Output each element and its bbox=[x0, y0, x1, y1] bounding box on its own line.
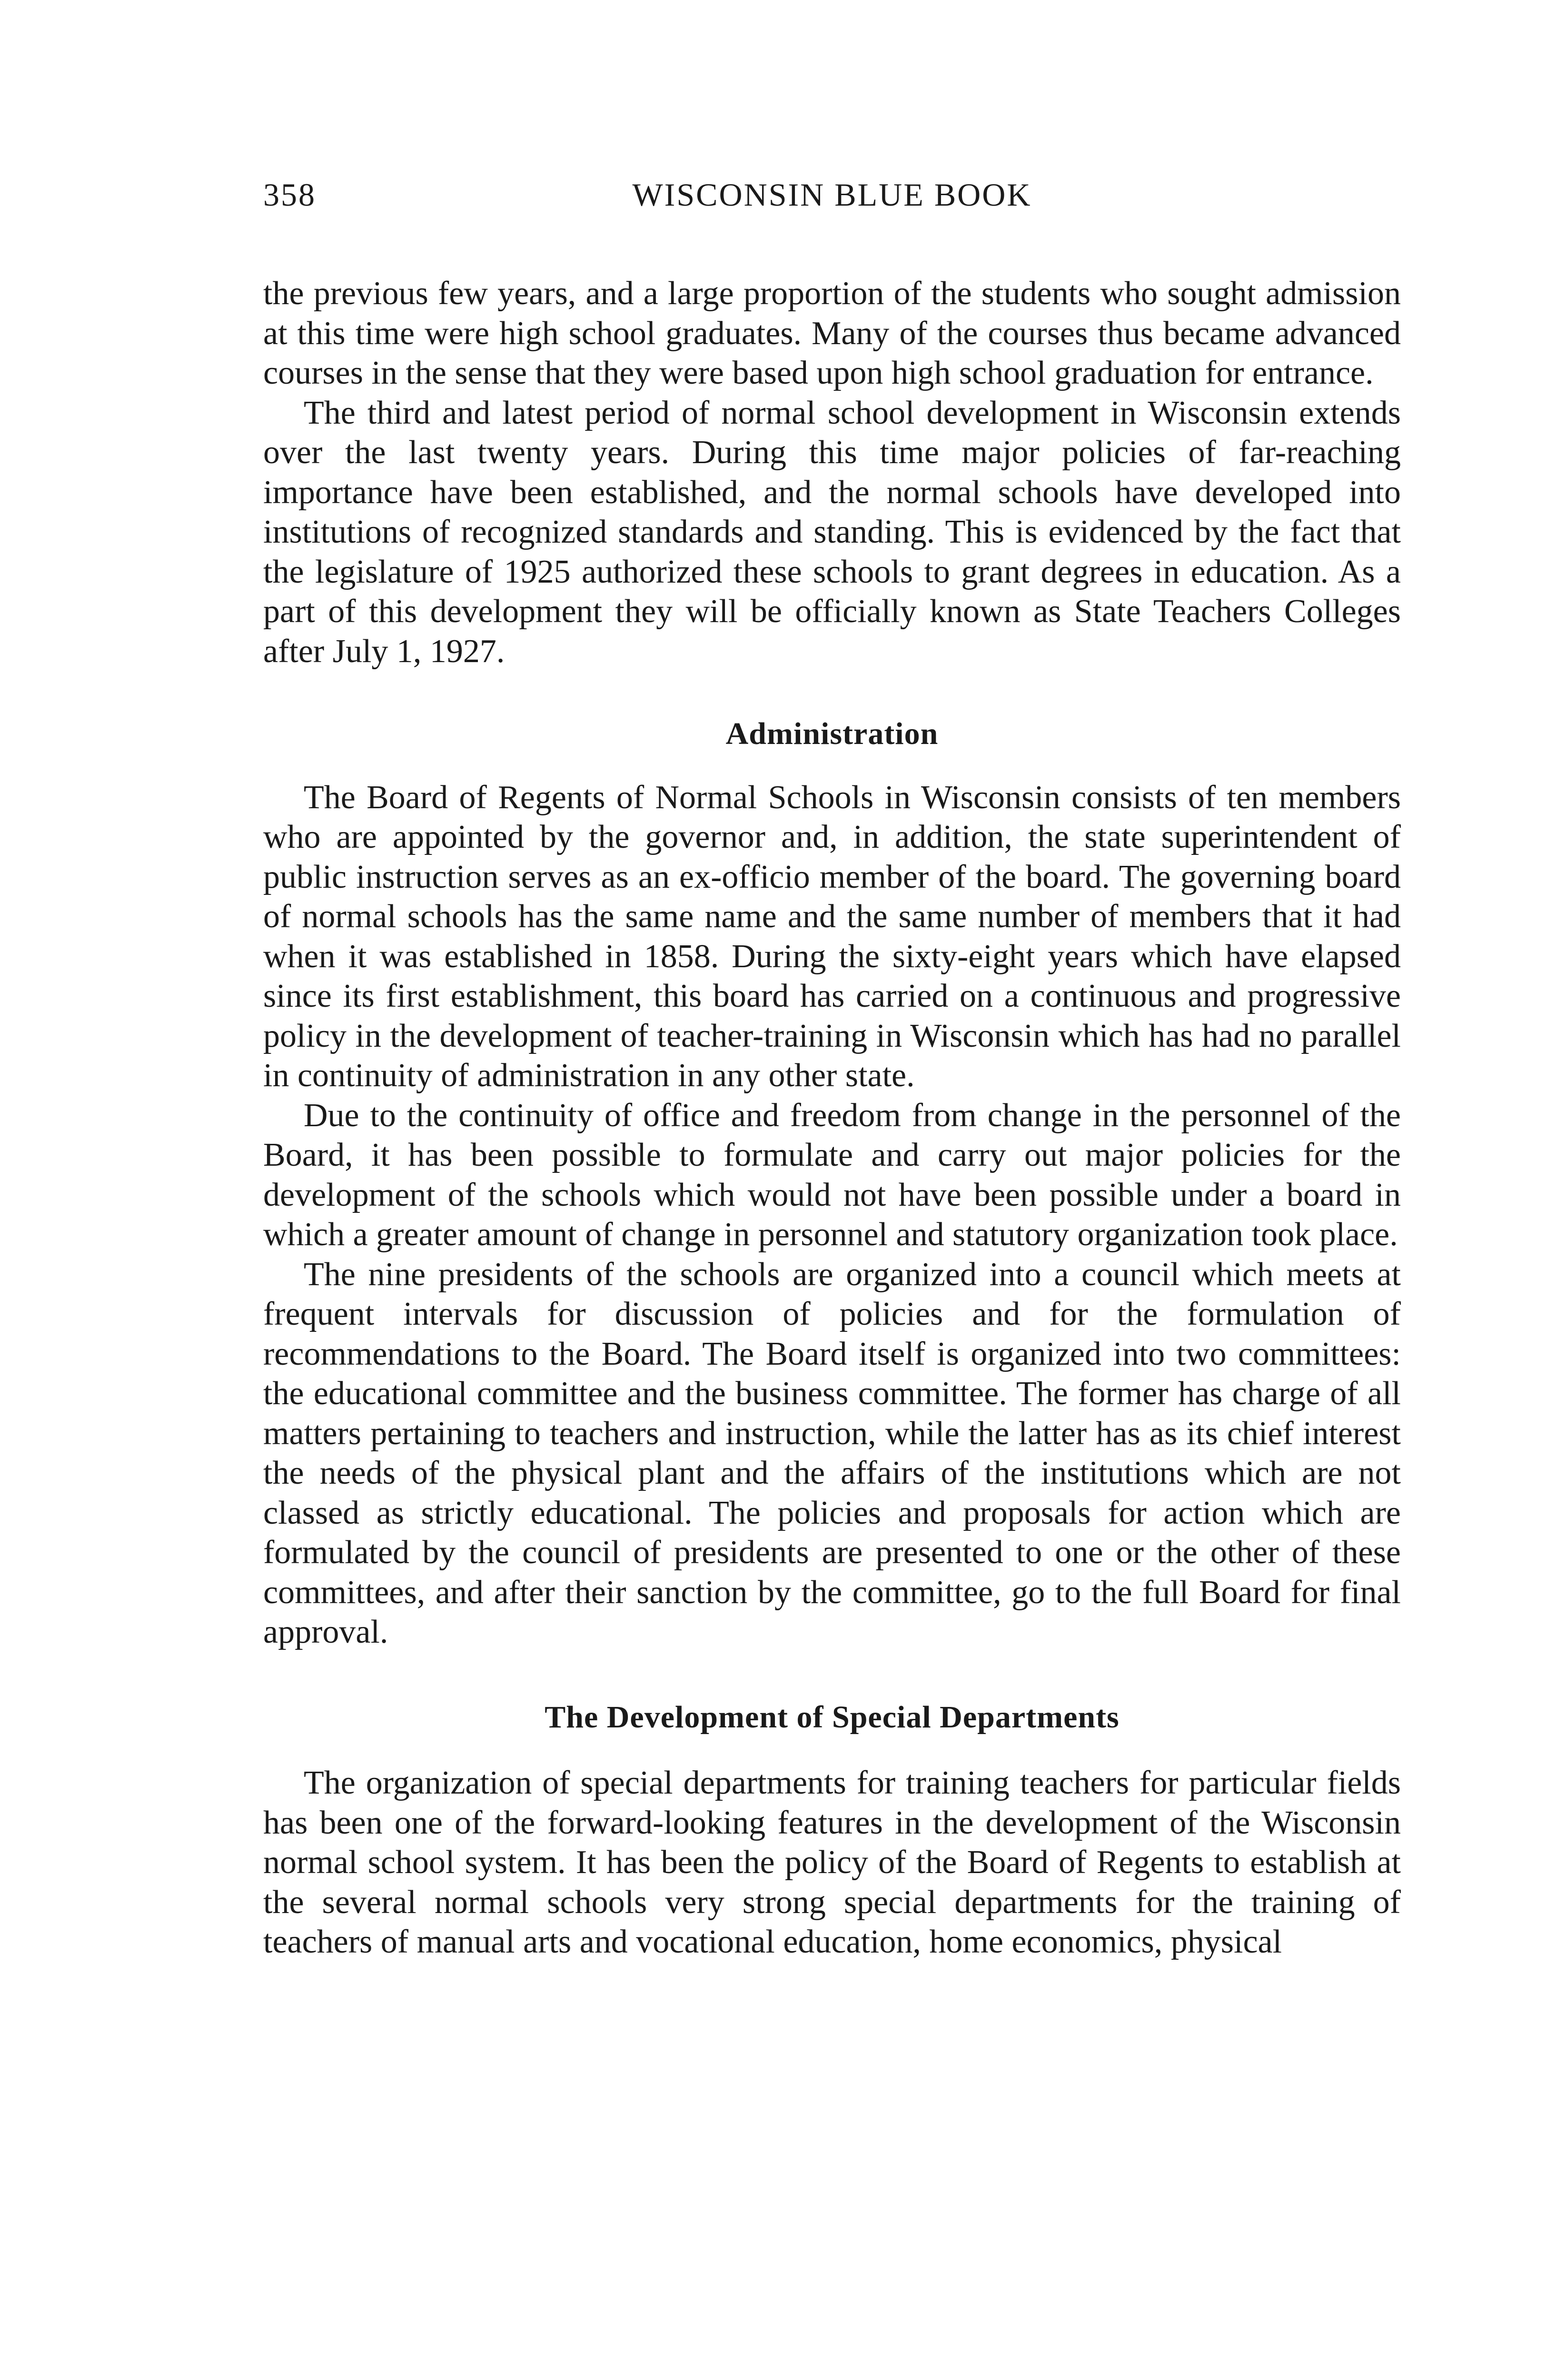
running-head bbox=[263, 176, 1401, 219]
intro-paragraph-2: The third and latest period of normal school development in Wisconsin extends over the last twenty years. During this time major policies of far-reaching importance have been established, and the normal schools have developed into institutions of recognized standards and standing. This is evidenced by the fact that the legislature of 1925 authorized these schools to grant degrees in education. As a part of this development they will be officially known as State Teachers Colleges after July 1, 1927. bbox=[263, 394, 1401, 670]
special-departments-heading: The Development of Special Departments bbox=[545, 1699, 1120, 1735]
administration-paragraph-1: The Board of Regents of Normal Schools in Wisconsin consists of ten members who are appointed by the governor and, in addition, the state superintendent of public instruction serves as an ex-officio member of the board. The governing board of normal schools has the same name and the same number of members that it had when it was established in 1858. During the sixty-eight years which have elapsed since its first establishment, this board has carried on a continuous and progressive policy in the development of teacher-training in Wisconsin which has had no parallel in continuity of administration in any other state. bbox=[263, 779, 1401, 1094]
administration-paragraph-3: The nine presidents of the schools are organized into a council which meets at frequent intervals for discussion of policies and for the formulation of recommendations to the Board. The Board itself is organized into two committees: the educational committee and the business committee. The former has charge of all matters pertaining to teachers and instruction, while the latter has as its chief interest the needs of the physical plant and the affairs of the institutions which are not classed as strictly educational. The policies and proposals for action which are formulated by the council of presidents are presented to one or the other of these committees, and after their sanction by the committee, go to the full Board for final approval. bbox=[263, 1256, 1401, 1650]
administration-paragraph-2: Due to the continuity of office and freedom from change in the personnel of the Board, it has been possible to formulate and carry out major policies for the development of the schools which would not have been possible under a board in which a greater amount of change in personnel and statutory organization took place. bbox=[263, 1097, 1401, 1253]
administration-heading: Administration bbox=[725, 716, 939, 751]
intro-paragraph-1: the previous few years, and a large proportion of the students who sought admission at this time were high school graduates. Many of the courses thus became advanced courses in the sense that they were based upon high school graduation for entrance. bbox=[263, 275, 1401, 391]
running-title: WISCONSIN BLUE BOOK bbox=[632, 177, 1032, 213]
special-departments-paragraph-1: The organization of special departments for training teachers for particular fields has been one of the forward-looking features in the development of the Wisconsin normal school system. It has been the policy of the Board of Regents to establish at the several normal schools very strong special departments for the training of teachers of manual arts and vocational education, home economics, physical bbox=[263, 1765, 1401, 1960]
page-number: 358 bbox=[263, 177, 316, 213]
body-text bbox=[263, 274, 1401, 1962]
